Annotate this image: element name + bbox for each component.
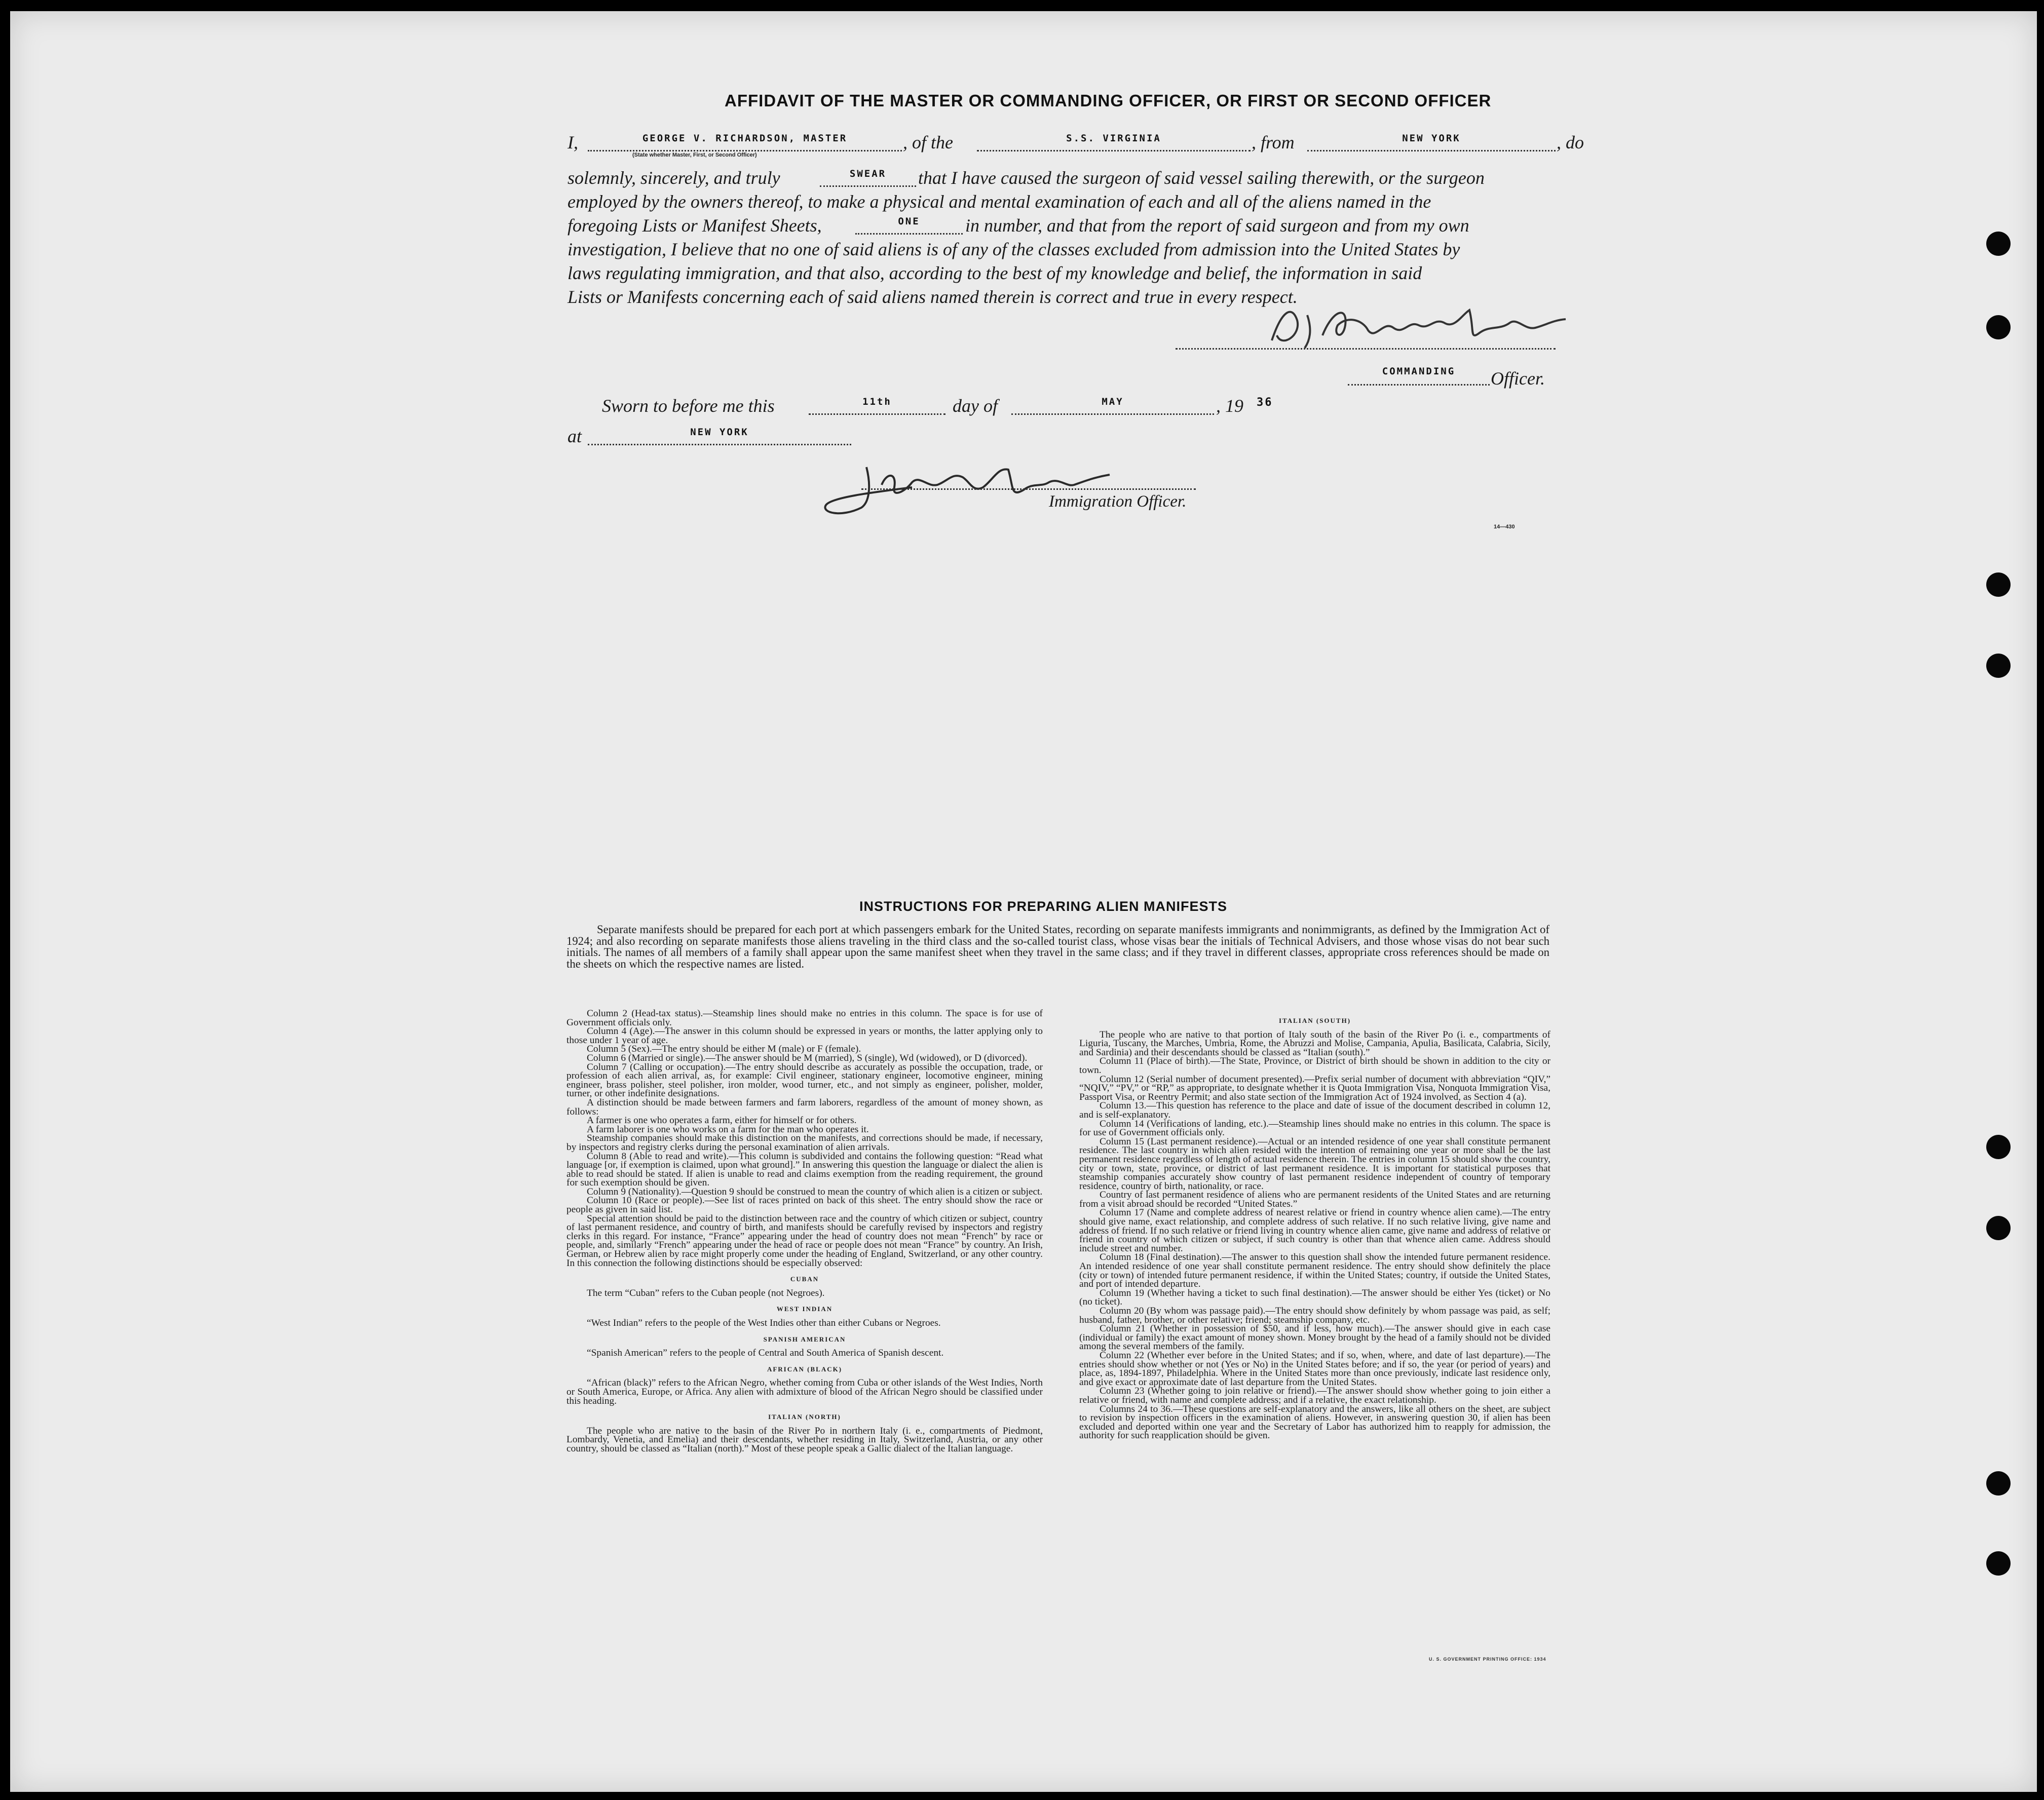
line-2-a: solemnly, sincerely, and truly — [567, 168, 780, 188]
vessel-field — [977, 133, 1251, 151]
affidavit-title: AFFIDAVIT OF THE MASTER OR COMMANDING OFFICER, OR FIRST OR SECOND OFFICER — [725, 91, 1492, 110]
left-paragraph: Column 5 (Sex).—The entry should be either M (male) or F (female). — [587, 1044, 861, 1055]
instructions-left-column — [566, 1009, 1043, 1453]
section-paragraph: “African (black)” refers to the African Negro, whether coming from Cuba or other islands of the West Indies, North or South America, Europe, or Africa. Any alien with admixture of blood of the African Negro should be classified under this heading. — [566, 1377, 1043, 1406]
right-paragraph: Column 21 (Whether in possession of $50, and if less, how much).—The answer should give in each case (individual or family) the exact amount of money shown. Money brought by the head of a family should not be divided among the several members of the family. — [1079, 1323, 1550, 1352]
text-do: , do — [1557, 132, 1584, 152]
punch-hole — [1986, 1135, 2011, 1159]
punch-hole — [1986, 572, 2011, 597]
oath-word: SWEAR — [849, 168, 887, 179]
officer-name-field — [588, 133, 902, 151]
left-paragraph: Column 8 (Able to read and write).—This column is subdivided and contains the following question: “Read what language [or, if exemption is claimed, upon what ground].” In answering this question the language or dialect the alien is able to read should be stated. If alien is unable to read and claims exemption from the reading requirement, the ground for such exemption should be given. — [566, 1151, 1043, 1189]
section-heading: CUBAN — [790, 1275, 819, 1283]
left-paragraph: Column 7 (Calling or occupation).—The entry should describe as accurately as possible the occupation, trade, or profession of each alien arrival, as, for example: Civil engineer, stationary engineer, locomotive engineer, mining engineer, brass polisher, steel polisher, iron molder, wood turner, etc., and not simply as engineer, polisher, molder, turner, or other indefinite designations. — [566, 1061, 1043, 1099]
left-paragraph: A farm laborer is one who works on a farm for the man who operates it. — [587, 1124, 869, 1135]
section-paragraph: “West Indian” refers to the people of the West Indies other than either Cubans or Negroes. — [587, 1318, 941, 1328]
year-prefix: , 19 — [1216, 396, 1243, 416]
line-6: laws regulating immigration, and that also, according to the best of my knowledge and belief, the information in said — [567, 263, 1422, 283]
right-paragraph: Column 14 (Verifications of landing, etc.).—Steamship lines should make no entries in this column. The space is for use of Government officials only. — [1079, 1118, 1550, 1138]
section-paragraph: The people who are native to the basin of the River Po in northern Italy (i. e., compartments of Piedmont, Lombardy, Venetia, and Emelia) and their descendants, whether residing in Italy, Switzerland, Austria, or any other country, should be classed as “Italian (north).” Most of these people speak a Gallic dialect of the Italian language. — [566, 1425, 1043, 1454]
officer-word: Officer. — [1491, 368, 1545, 389]
immigration-signature-line — [861, 488, 1196, 490]
section-heading: ITALIAN (NORTH) — [768, 1413, 841, 1421]
punch-hole — [1986, 1216, 2011, 1240]
signature-line — [1176, 348, 1556, 350]
at-label: at — [567, 426, 582, 446]
left-paragraph: Column 9 (Nationality).—Question 9 should be construed to mean the country of which alien is a citizen or subject. — [587, 1186, 1043, 1197]
section-paragraph: “Spanish American” refers to the people of Central and South America of Spanish descent. — [587, 1348, 944, 1359]
left-paragraph: Special attention should be paid to the distinction between race and the country of which citizen or subject, country of last permanent residence, and country of birth, and manifests should be carefully revised by inspectors and registry clerks in this regard. For instance, “France” appearing under the head of country does not mean “French” by race or people, and, similarly “French” appearing under the head of race or people does not mean “France” by country. An Irish, German, or Hebrew alien by race might properly come under the heading of England, Switzerland, or any other country. In this connection the following distinctions should be especially observed: — [566, 1213, 1043, 1269]
line-5: investigation, I believe that no one of said aliens is of any of the classes excluded from admission into the United States by — [567, 239, 1460, 259]
immigration-officer-label: Immigration Officer. — [1049, 492, 1187, 511]
from-port: NEW YORK — [1402, 133, 1461, 144]
instructions-intro: Separate manifests should be prepared for each port at which passengers embark for the United States, recording on separate manifests immigrants and nonimmigrants, as defined by the Immigration Act of 1924; and also recording on separate manifests those aliens traveling in the third class and the so-called tourist class, whose visas bear the initials of Technical Advisers, and those whose visas do not bear such initials. The names of all members of a family shall appear upon the same manifest sheet when they travel in the same class; and if they travel in different classes, appropriate cross references should be made on the sheets on which the respective names are listed. — [566, 923, 1549, 970]
instructions-title: INSTRUCTIONS FOR PREPARING ALIEN MANIFESTS — [859, 899, 1228, 914]
right-paragraph: Country of last permanent residence of aliens who are permanent residents of the United States and are returning from a visit abroad should be recorded “United States.” — [1079, 1190, 1550, 1209]
left-paragraph: Column 10 (Race or people).—See list of races printed on back of this sheet. The entry should show the race or people as given in said list. — [566, 1195, 1043, 1215]
right-paragraph: Column 18 (Final destination).—The answer to this question shall show the intended future permanent residence. An intended residence of one year shall constitute permanent residence. The entry should show definitely the place (city or town) of intended future permanent residence, if within the United States; country, if outside the United States, and port of intended departure. — [1079, 1252, 1550, 1290]
sworn-day: 11th — [862, 396, 892, 407]
officer-note: (State whether Master, First, or Second Officer) — [632, 152, 757, 158]
instructions-right-column — [1079, 1009, 1550, 1440]
left-paragraph: A farmer is one who operates a farm, either for himself or for others. — [587, 1115, 857, 1126]
line-2-b: that I have caused the surgeon of said vessel sailing therewith, or the surgeon — [918, 168, 1485, 188]
manifest-page — [10, 11, 2037, 1792]
vessel-name: S.S. VIRGINIA — [1066, 133, 1161, 144]
right-paragraph: Column 13.—This question has reference to the place and date of issue of the document described in column 12, and is self-explanatory. — [1079, 1100, 1550, 1120]
officer-name: GEORGE V. RICHARDSON, MASTER — [642, 133, 848, 144]
at-place-field — [588, 427, 851, 445]
punch-hole — [1986, 1471, 2011, 1496]
sworn-day-field — [809, 396, 945, 415]
right-paragraph: Column 15 (Last permanent residence).—Actual or an intended residence of one year shall constitute permanent residence. The last country in which alien resided with the intention of remaining one year or more shall be the last permanent residence regardless of length of actual residence therein. The entries in column 15 should show the country, city or town, state, province, or district of last permanent residence. It is important for statistical purposes that steamship companies accurately show country of last permanent residence independent of country of temporary residence, country of birth, nationality, or race. — [1079, 1136, 1550, 1192]
section-paragraph: The term “Cuban” refers to the Cuban people (not Negroes). — [587, 1287, 825, 1298]
line-7: Lists or Manifests concerning each of said aliens named therein is correct and true in every respect. — [567, 287, 1298, 307]
text-from: , from — [1252, 132, 1295, 152]
sworn-label: Sworn to before me this — [602, 396, 775, 416]
right-paragraph: The people who are native to that portion of Italy south of the basin of the River Po (i. e., compartments of Liguria, Tuscany, the Marches, Umbria, Rome, the Abruzzi and Molise, Campania, Apulia, Basilicata, Calabria, Sicily, and Sardinia) and their descendants should be classed as “Italian (south).” — [1079, 1029, 1550, 1058]
from-port-field — [1307, 133, 1556, 151]
right-paragraph: Column 17 (Name and complete address of nearest relative or friend in country whence alien came).—The entry should give name, exact relationship, and complete address of such relative. If no such relative living, give name and address of friend. If no such relative or friend living in country whence alien came, give name and address of relative or friend in country of which citizen or subject, if such country is other than that whence alien came. Address should include street and number. — [1079, 1207, 1550, 1254]
printing-office-note: U. S. GOVERNMENT PRINTING OFFICE: 1934 — [1429, 1657, 1546, 1662]
left-paragraph: Column 2 (Head-tax status).—Steamship lines should make no entries in this column. The space is for use of Government officials only. — [566, 1008, 1043, 1028]
rank: COMMANDING — [1382, 366, 1456, 377]
text-of-the: , of the — [903, 132, 953, 152]
right-paragraph: Column 23 (Whether going to join relative or friend).—The answer should show whether going to join either a relative or friend, with name and complete address; and if a relative, the exact relationship. — [1079, 1386, 1550, 1405]
punch-hole — [1986, 1551, 2011, 1576]
right-paragraph: Column 12 (Serial number of document presented).—Prefix serial number of document with abbreviation “QIV,” “NQIV,” “PV,” or “RP,” as appropriate, to designate whether it is Quota Immigration Visa, Nonquota Immigration Visa, Passport Visa, or Reentry Permit; and also state section of the Immigration Act of 1924 involved, as Section 4 (a). — [1079, 1074, 1550, 1102]
line-3: employed by the owners thereof, to make a physical and mental examination of each and all of the aliens named in the — [567, 192, 1431, 212]
section-heading: SPANISH AMERICAN — [763, 1335, 846, 1343]
day-of: day of — [953, 396, 998, 416]
text-i: I, — [567, 132, 578, 152]
right-paragraph: Column 20 (By whom was passage paid).—The entry should show definitely by whom passage was paid, as self; husband, father, brother, or other relative; friend; steamship company, etc. — [1079, 1306, 1550, 1325]
section-heading: WEST INDIAN — [776, 1305, 833, 1313]
line-4-b: in number, and that from the report of said surgeon and from my own — [965, 215, 1469, 236]
rank-field — [1348, 366, 1490, 386]
left-paragraph: A distinction should be made between farmers and farm laborers, regardless of the amount of money shown, as follows: — [566, 1097, 1043, 1117]
form-number: 14—430 — [1494, 524, 1515, 530]
immigration-officer-signature — [811, 457, 1145, 523]
sworn-month-field — [1011, 396, 1214, 415]
right-paragraph: Column 11 (Place of birth).—The State, Province, or District of birth should be shown in addition to the city or town. — [1079, 1056, 1550, 1076]
oath-field — [820, 168, 916, 187]
right-paragraph: Column 22 (Whether ever before in the United States; and if so, when, where, and date of last departure).—The entries should show whether or not (Yes or No) in the United States before; and if so, the year (or period of years) and place, as, 1894-1897, Philadelphia. Where in the United States more than once previously, indicate last residence only, and give exact or approximate date of last departure from the United States. — [1079, 1350, 1550, 1388]
left-paragraph: Steamship companies should make this distinction on the manifests, and corrections should be made, if necessary, by inspectors and registry clerks during the personal examination of alien arrivals. — [566, 1133, 1043, 1153]
line-4-a: foregoing Lists or Manifest Sheets, — [567, 215, 822, 236]
sheet-count-field — [855, 216, 963, 235]
at-place: NEW YORK — [690, 427, 749, 438]
sworn-month: MAY — [1102, 396, 1124, 407]
italian-south-heading: ITALIAN (SOUTH) — [1278, 1017, 1351, 1024]
master-signature — [1262, 300, 1586, 356]
section-heading: AFRICAN (BLACK) — [767, 1365, 843, 1373]
punch-hole — [1986, 654, 2011, 678]
punch-hole — [1986, 315, 2011, 339]
right-paragraph: Column 19 (Whether having a ticket to such final destination).—The answer should be either Yes (ticket) or No (no ticket). — [1079, 1287, 1550, 1308]
punch-hole — [1986, 232, 2011, 256]
year-suffix: 36 — [1257, 396, 1273, 409]
right-paragraph: Columns 24 to 36.—These questions are self-explanatory and the answers, like all others on the sheet, are subject to revision by inspection officers in the examination of aliens. However, in answering question 30, if alien has been excluded and deported within one year and the Secretary of Labor has authorized him to reapply for admission, the authority for such reapplication should be given. — [1079, 1403, 1550, 1441]
affidavit-line-1 — [567, 132, 578, 153]
left-paragraph: Column 4 (Age).—The answer in this column should be expressed in years or months, the latter applying only to those under 1 year of age. — [566, 1026, 1043, 1046]
sheet-count: ONE — [898, 216, 920, 227]
left-paragraph: Column 6 (Married or single).—The answer should be M (married), S (single), Wd (widowed), or D (divorced). — [587, 1052, 1028, 1063]
